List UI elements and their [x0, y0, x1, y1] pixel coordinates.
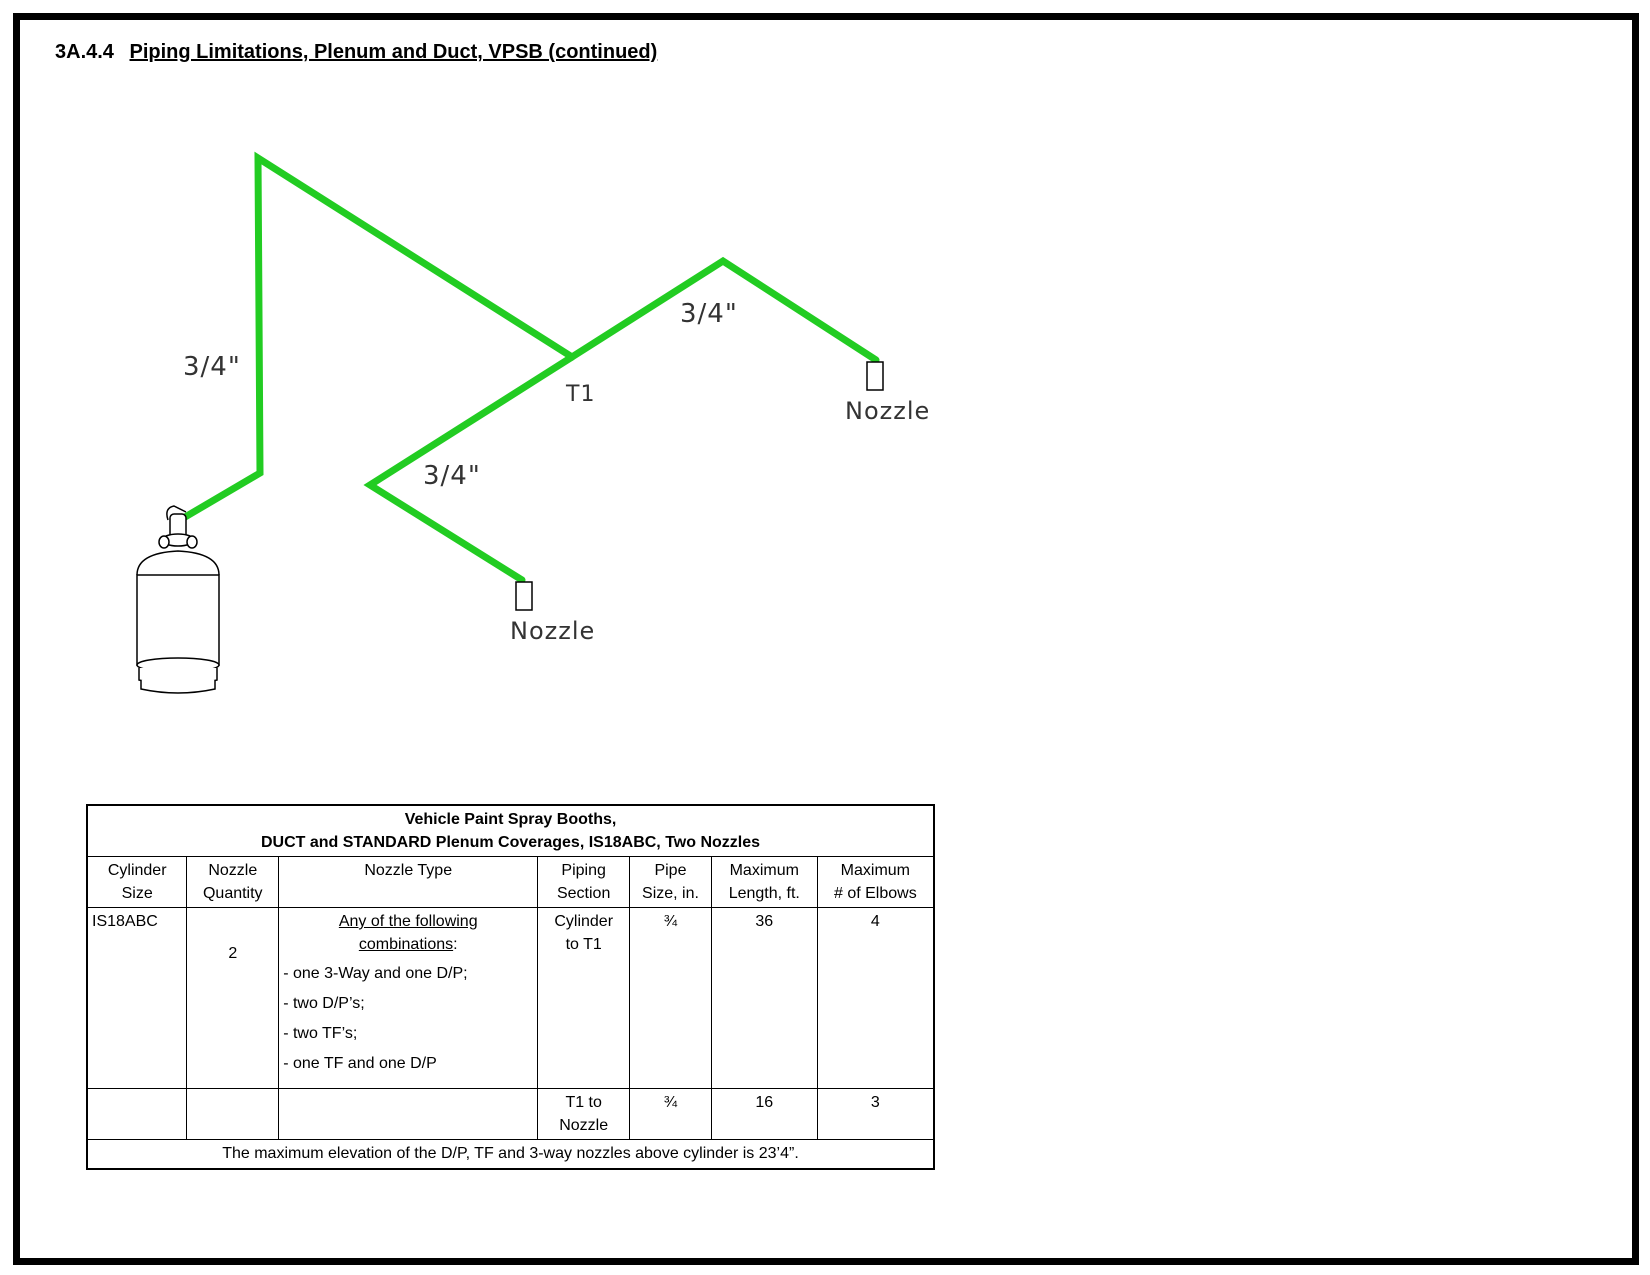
header-cylinder-size: Cylinder Size [87, 857, 187, 908]
table-caption-row [87, 805, 934, 857]
table-caption: Vehicle Paint Spray Booths, DUCT and STANDARD Plenum Coverages, IS18ABC, Two Nozzles [87, 805, 934, 857]
section-title: Piping Limitations, Plenum and Duct, VPSB (continued) [129, 41, 658, 63]
header-max-length: Maximum Length, ft. [711, 857, 817, 908]
table-header-row [87, 857, 934, 908]
cell-length: 16 [711, 1089, 817, 1140]
table-footnote: The maximum elevation of the D/P, TF and 3-way nozzles above cylinder is 23’4”. [87, 1140, 934, 1170]
nozzle-label-left: Nozzle [510, 617, 596, 645]
pipe-label-branch-left: 3/4" [423, 461, 481, 491]
piping-limits-table [86, 804, 935, 1170]
header-max-elbows: Maximum # of Elbows [817, 857, 934, 908]
cell-quantity-empty [187, 1089, 279, 1140]
cell-pipe-size: ¾ [630, 1089, 712, 1140]
cell-length: 36 [711, 908, 817, 1089]
header-nozzle-type: Nozzle Type [279, 857, 538, 908]
cylinder-icon [137, 506, 219, 693]
pipe-label-branch-right: 3/4" [680, 299, 738, 329]
section-number: 3A.4.4 [55, 41, 114, 63]
nozzle-label-right: Nozzle [845, 397, 931, 425]
cell-section: T1 to Nozzle [538, 1089, 630, 1140]
header-pipe-size: Pipe Size, in. [630, 857, 712, 908]
nozzle-right-icon [867, 362, 883, 390]
table-footnote-row [87, 1140, 934, 1170]
cell-elbows: 3 [817, 1089, 934, 1140]
cell-cylinder-empty [87, 1089, 187, 1140]
cell-pipe-size: ¾ [630, 908, 712, 1089]
cell-cylinder: IS18ABC [87, 908, 187, 1089]
cell-quantity: 2 [187, 908, 279, 1089]
combination-list: - one 3-Way and one D/P; - two D/P’s; - two TF’s; - one TF and one D/P [283, 965, 468, 1072]
pipe-run-main [180, 158, 876, 520]
nozzle-left-icon [516, 582, 532, 610]
header-nozzle-quantity: Nozzle Quantity [187, 857, 279, 908]
cell-elbows: 4 [817, 908, 934, 1089]
pipe-label-riser: 3/4" [183, 352, 241, 382]
table-row [87, 908, 934, 1089]
tee-label: T1 [566, 382, 596, 407]
header-piping-section: Piping Section [538, 857, 630, 908]
cell-nozzle-type-empty [279, 1089, 538, 1140]
cell-nozzle-type: Any of the following combinations: - one 3-Way and one D/P; - two D/P’s; - two TF’s; - one TF and one D/P [279, 908, 538, 1089]
table-row [87, 1089, 934, 1140]
cell-section: Cylinder to T1 [538, 908, 630, 1089]
